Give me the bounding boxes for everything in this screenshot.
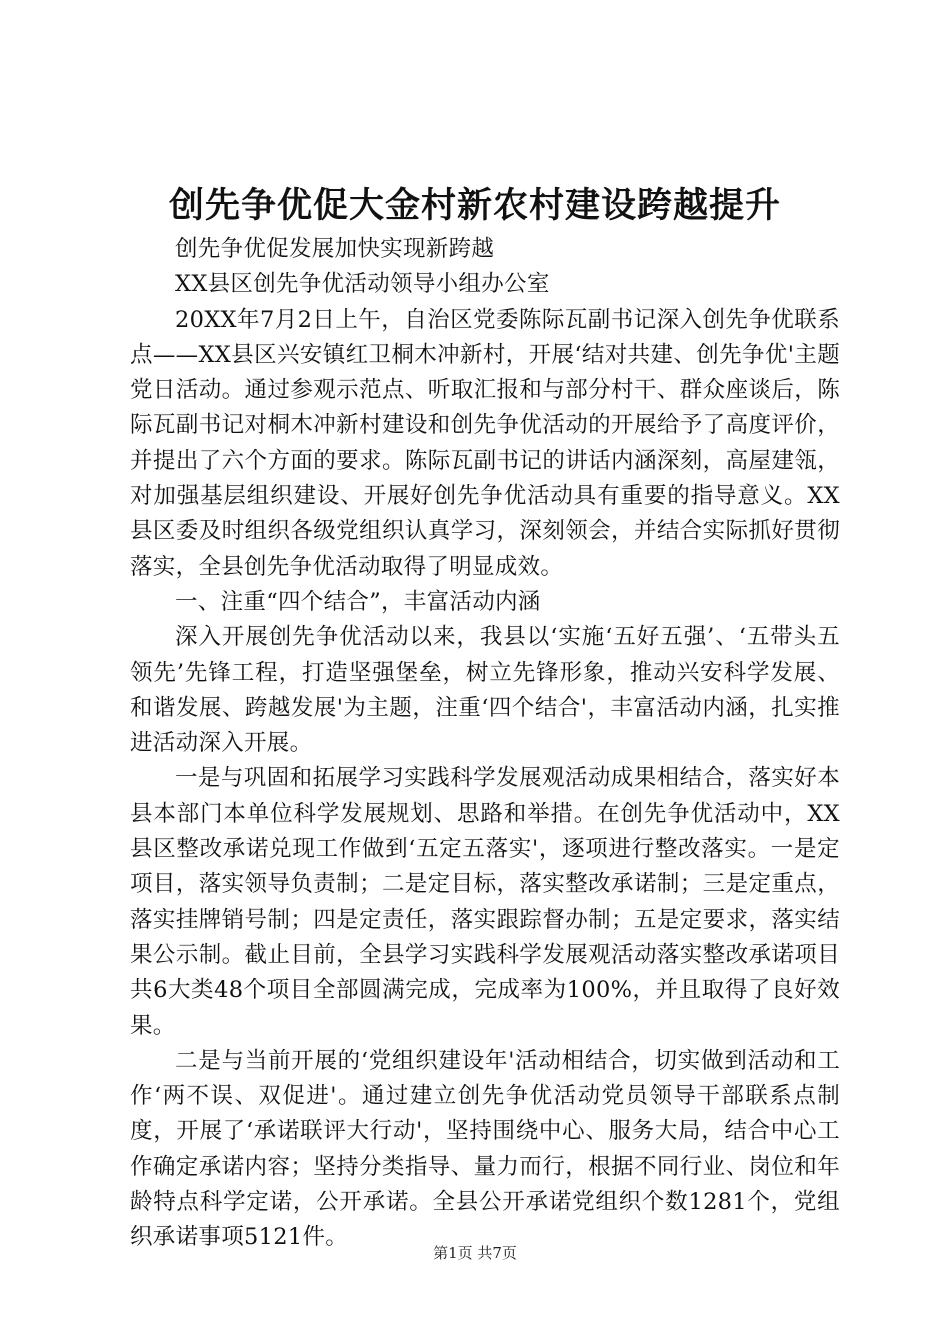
body-paragraph: 深入开展创先争优活动以来，我县以‘实施‘五好五强’、‘五带头五领先’先锋工程，打造坚强堡垒，树立先锋形象，推动兴安科学发展、和谐发展、跨越发展'为主题，注重‘四个结合'，丰富活动内涵，扎实推进活动深入开展。	[130, 624, 840, 757]
author-paragraph: XX县区创先争优活动领导小组办公室	[175, 271, 550, 298]
page-footer: 第1页 共7页	[433, 1244, 517, 1262]
document-title: 创先争优促大金村新农村建设跨越提升	[168, 185, 781, 226]
section-heading: 一、注重“四个结合”，丰富活动内涵	[175, 588, 541, 615]
body-paragraph: 20XX年7月2日上午，自治区党委陈际瓦副书记深入创先争优联系点——XX县区兴安镇红卫桐木冲新村，开展‘结对共建、创先争优'主题党日活动。通过参观示范点、听取汇报和与部分村干、群众座谈后，陈际瓦副书记对桐木冲新村建设和创先争优活动的开展给予了高度评价，并提出了六个方面的要求。陈际瓦副书记的讲话内涵深刻，高屋建瓴，对加强基层组织建设、开展好创先争优活动具有重要的指导意义。XX县区委及时组织各级党组织认真学习，深刻领会，并结合实际抓好贯彻落实，全县创先争优活动取得了明显成效。	[130, 306, 840, 580]
body-paragraph: 二是与当前开展的‘党组织建设年'活动相结合，切实做到活动和工作‘两不误、双促进'。通过建立创先争优活动党员领导干部联系点制度，开展了‘承诺联评大行动'，坚持围绕中心、服务大局，结合中心工作确定承诺内容；坚持分类指导、量力而行，根据不同行业、岗位和年龄特点科学定诺，公开承诺。全县公开承诺党组织个数1281个，党组织承诺事项5121件。	[130, 1047, 840, 1251]
document-body	[130, 232, 840, 1256]
subtitle-paragraph: 创先争优促发展加快实现新跨越	[175, 236, 495, 262]
body-paragraph: 一是与巩固和拓展学习实践科学发展观活动成果相结合，落实好本县本部门本单位科学发展规划、思路和举措。在创先争优活动中，XX县区整改承诺兑现工作做到‘五定五落实'，逐项进行整改落实。一是定项目，落实领导负责制；二是定目标，落实整改承诺制；三是定重点，落实挂牌销号制；四是定责任，落实跟踪督办制；五是定要求，落实结果公示制。截止目前，全县学习实践科学发展观活动落实整改承诺项目共6大类48个项目全部圆满完成，完成率为100%，并且取得了良好效果。	[130, 765, 840, 1039]
